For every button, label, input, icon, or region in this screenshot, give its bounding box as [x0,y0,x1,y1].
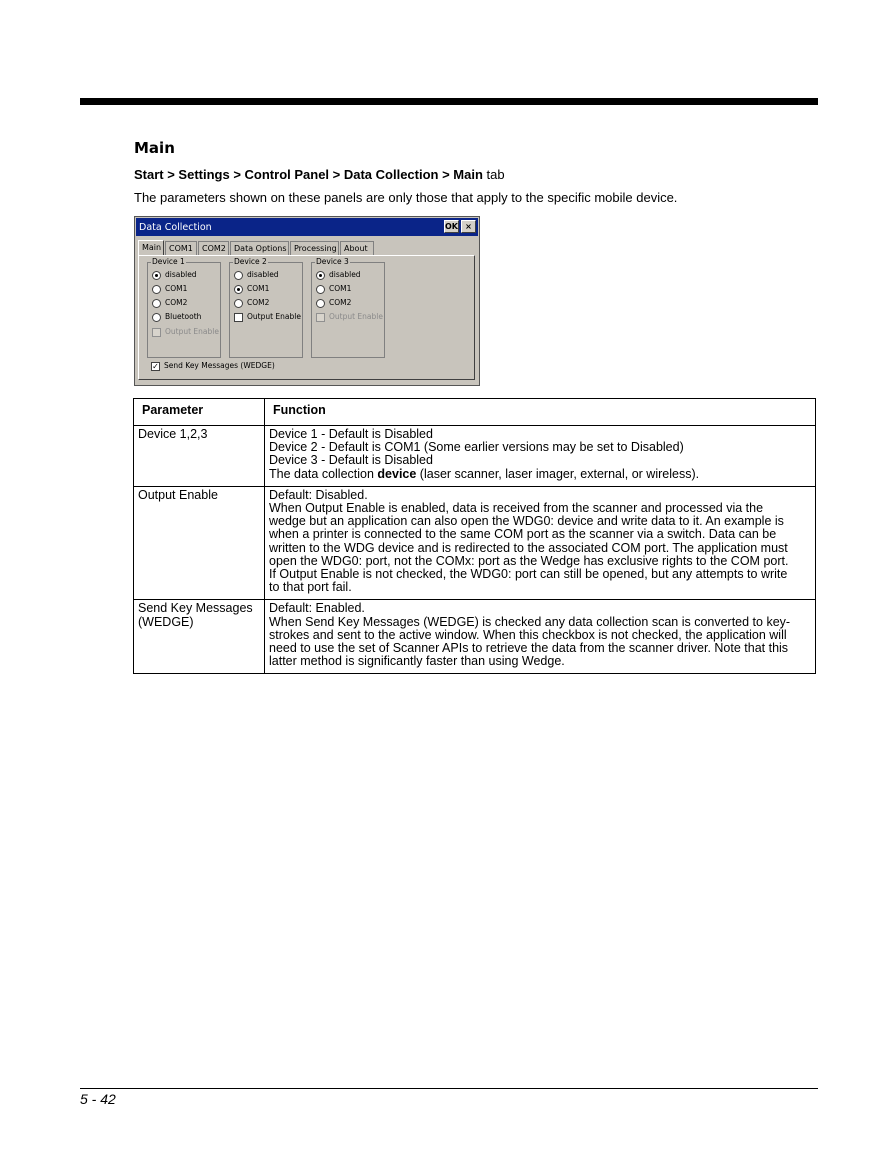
checkbox-icon [234,313,243,322]
radio-icon [152,313,161,322]
device1-radio-disabled[interactable]: disabled [152,269,197,280]
table-row [134,600,816,674]
checkmark-icon: ✓ [152,361,159,371]
device1-radio-bluetooth[interactable]: Bluetooth [152,311,201,322]
close-icon[interactable]: × [461,220,476,233]
param-cell: Output Enable [134,486,265,600]
dialog-title: Data Collection [139,222,212,233]
function-cell: Default: Enabled. When Send Key Messages (WEDGE) is checked any data collection scan is converted to key- strokes and sent to the active window. When this checkbox is not checked, the application will need to use the set of Scanner APIs to retrieve the data from the scanner driver. Note that this latter method is significantly faster than using Wedge. [265,600,816,674]
device3-output-enable-checkbox: Output Enable [316,311,383,322]
device1-output-enable-checkbox: Output Enable [152,326,219,337]
data-collection-dialog [134,216,480,386]
header-function: Function [265,399,816,426]
header-parameter: Parameter [134,399,265,426]
device-3-group [311,257,385,358]
table-row [134,486,816,600]
tab-main[interactable]: Main [138,240,164,256]
send-key-messages-checkbox[interactable]: ✓ Send Key Messages (WEDGE) [152,361,275,371]
breadcrumb-suffix: tab [482,167,505,182]
section-title: Main [134,139,175,157]
tab-panel-main [138,255,475,380]
device-2-group [229,257,303,358]
group-label: Device 2 [234,257,267,266]
table-header-row [134,399,816,426]
tab-com2[interactable]: COM2 [198,241,229,255]
page-number: 5 - 42 [80,1091,116,1107]
radio-icon [152,285,161,294]
group-label: Device 3 [316,257,349,266]
radio-icon [234,299,243,308]
radio-icon [152,299,161,308]
breadcrumb [134,167,505,182]
checkbox-disabled-icon [152,328,161,337]
tab-data-options[interactable]: Data Options [230,241,289,255]
device3-radio-com2[interactable]: COM2 [316,297,351,308]
param-cell: Send Key Messages (WEDGE) [134,600,265,674]
param-cell: Device 1,2,3 [134,426,265,487]
device2-output-enable-checkbox[interactable]: Output Enable [234,311,301,322]
radio-icon [234,271,243,280]
bottom-rule [80,1088,818,1089]
function-cell: Device 1 - Default is Disabled Device 2 - Default is COM1 (Some earlier versions may be set to Disabled) Device 3 - Default is Disabled The data collection device (laser scanner, laser imager, external, or wireless). [265,426,816,487]
parameter-table [133,398,816,674]
tab-com1[interactable]: COM1 [165,241,197,255]
breadcrumb-path: Start > Settings > Control Panel > Data Collection > Main [134,167,483,182]
radio-icon [316,299,325,308]
radio-selected-icon [152,271,161,280]
radio-selected-icon [234,285,243,294]
function-cell: Default: Disabled. When Output Enable is enabled, data is received from the scanner and processed via the wedge but an application can also open the WDG0: device and write data to it. An example is when a printer is connected to the same COM port as the scanner via a switch. Data can be written to the WDG device and is redirected to the associated COM port. The application must open the WDG0: port, not the COMx: port as the Wedge has exclusive rights to the COM port. If Output Enable is not checked, the WDG0: port can still be opened, but any attempts to write to that port fail. [265,486,816,600]
device1-radio-com2[interactable]: COM2 [152,297,187,308]
dialog-titlebar [136,218,478,236]
radio-icon [316,285,325,294]
device2-radio-disabled[interactable]: disabled [234,269,279,280]
device1-radio-com1[interactable]: COM1 [152,283,187,294]
device2-radio-com1[interactable]: COM1 [234,283,269,294]
radio-selected-icon [316,271,325,280]
table-row [134,426,816,487]
checkbox-disabled-icon [316,313,325,322]
device2-radio-com2[interactable]: COM2 [234,297,269,308]
device-1-group [147,257,221,358]
group-label: Device 1 [152,257,185,266]
intro-text: The parameters shown on these panels are only those that apply to the specific mobile device. [134,190,678,205]
ok-button[interactable]: OK [445,222,458,231]
device3-radio-disabled[interactable]: disabled [316,269,361,280]
top-rule [80,98,818,105]
tab-about[interactable]: About [340,241,374,255]
device3-radio-com1[interactable]: COM1 [316,283,351,294]
tab-processing[interactable]: Processing [290,241,339,255]
